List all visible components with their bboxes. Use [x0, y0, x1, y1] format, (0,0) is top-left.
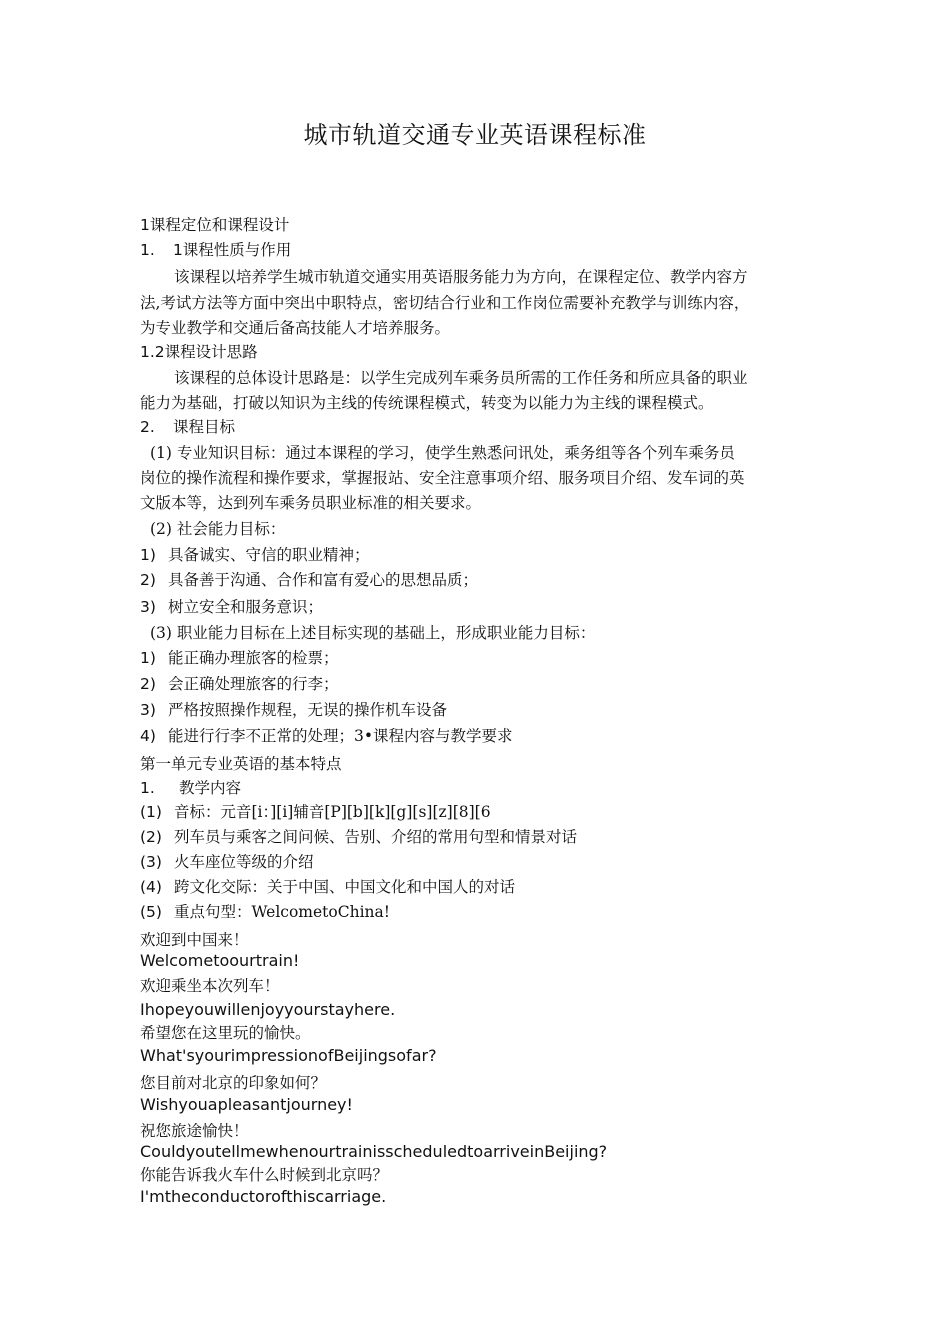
list-number: 1)	[140, 649, 156, 667]
list-text: 具备善于沟通、合作和富有爱心的思想品质；	[168, 571, 479, 589]
content-item	[140, 901, 390, 923]
phrase-chinese: 祝您旅途愉快！	[140, 1122, 249, 1140]
section-1-heading: 1课程定位和课程设计	[140, 216, 290, 234]
phrase-chinese: 欢迎到中国来！	[140, 931, 249, 949]
item-text: 跨文化交际：关于中国、中国文化和中国人的对话	[174, 878, 516, 896]
phrase-english: Welcometoourtrain!	[140, 951, 300, 970]
goal-line: 文版本等，达到列车乘务员职业标准的相关要求。	[140, 494, 482, 512]
list-number: 1)	[140, 546, 156, 564]
content-item	[140, 876, 515, 898]
phrase-chinese: 希望您在这里玩的愉快。	[140, 1024, 311, 1042]
list-text: 树立安全和服务意识；	[168, 598, 324, 616]
item-number: (3)	[140, 853, 162, 871]
list-text: 会正确处理旅客的行李；	[168, 675, 339, 693]
item-number: (4)	[140, 878, 162, 896]
list-item	[140, 673, 339, 695]
section-title: 教学内容	[178, 779, 241, 797]
phrase-english: Ihopeyouwillenjoyyourstayhere.	[140, 1000, 396, 1019]
phrase-english: Wishyouapleasantjourney!	[140, 1095, 353, 1114]
goal-heading: (2) 社会能力目标：	[150, 520, 286, 538]
section-title: 1课程性质与作用	[172, 241, 292, 259]
list-item	[140, 699, 447, 721]
item-number: (1)	[140, 803, 162, 821]
list-number: 3)	[140, 598, 156, 616]
list-text: 严格按照操作规程，无误的操作机车设备	[168, 701, 448, 719]
section-number: 1.	[140, 241, 155, 259]
item-text: 音标：元音[i：][i]辅音[P][b][k][g][s][z][8][6	[174, 803, 491, 821]
list-item	[140, 569, 478, 591]
list-number: 2)	[140, 571, 156, 589]
list-item	[140, 544, 370, 566]
page-title: 城市轨道交通专业英语课程标准	[303, 121, 647, 149]
phrase-chinese: 欢迎乘坐本次列车！	[140, 977, 280, 995]
list-text: 具备诚实、守信的职业精神；	[168, 546, 370, 564]
list-item	[140, 596, 323, 618]
content-heading	[140, 777, 241, 799]
section-number: 1.	[140, 779, 155, 797]
list-number: 2)	[140, 675, 156, 693]
section-title: 课程目标	[172, 418, 235, 436]
list-item	[140, 725, 513, 747]
list-number: 4)	[140, 727, 156, 745]
section-number: 2.	[140, 418, 155, 436]
goal-line: 岗位的操作流程和操作要求，掌握报站、安全注意事项介绍、服务项目介绍、发车词的英	[140, 469, 745, 487]
phrase-english: What'syourimpressionofBeijingsofar?	[140, 1046, 437, 1065]
section-1-2-heading: 1.2课程设计思路	[140, 343, 258, 361]
content-item	[140, 851, 314, 873]
unit-heading: 第一单元专业英语的基本特点	[140, 755, 342, 773]
item-text: 火车座位等级的介绍	[174, 853, 314, 871]
paragraph-line: 该课程的总体设计思路是：以学生完成列车乘务员所需的工作任务和所应具备的职业	[174, 369, 748, 387]
paragraph-line: 该课程以培养学生城市轨道交通实用英语服务能力为方向，在课程定位、教学内容方	[174, 268, 748, 286]
item-number: (5)	[140, 903, 162, 921]
phrase-chinese: 您目前对北京的印象如何？	[140, 1074, 327, 1092]
paragraph-line: 法,考试方法等方面中突出中职特点，密切结合行业和工作岗位需要补充教学与训练内容，	[140, 294, 750, 312]
content-item	[140, 826, 577, 848]
list-text: 能进行行李不正常的处理；3•课程内容与教学要求	[168, 727, 513, 745]
goal-heading: (3) 职业能力目标在上述目标实现的基础上，形成职业能力目标：	[150, 624, 596, 642]
phrase-english: CouldyoutellmewhenourtrainisscheduledtoarriveinBeijing?	[140, 1142, 608, 1161]
item-text: 列车员与乘客之间问候、告别、介绍的常用句型和情景对话	[174, 828, 578, 846]
phrase-english: I'mtheconductorofthiscarriage.	[140, 1187, 387, 1206]
paragraph-line: 能力为基础，打破以知识为主线的传统课程模式，转变为以能力为主线的课程模式。	[140, 394, 714, 412]
list-number: 3)	[140, 701, 156, 719]
content-item	[140, 801, 491, 823]
paragraph-line: 为专业教学和交通后备高技能人才培养服务。	[140, 319, 451, 337]
list-item	[140, 647, 339, 669]
goal-line: (1) 专业知识目标：通过本课程的学习，使学生熟悉问讯处，乘务组等各个列车乘务员	[150, 444, 735, 462]
section-1-1-heading	[140, 239, 291, 261]
item-number: (2)	[140, 828, 162, 846]
section-2-heading	[140, 416, 235, 438]
phrase-chinese: 你能告诉我火车什么时候到北京吗？	[140, 1166, 389, 1184]
list-text: 能正确办理旅客的检票；	[168, 649, 339, 667]
item-text: 重点句型：WelcometoChina!	[174, 903, 390, 921]
